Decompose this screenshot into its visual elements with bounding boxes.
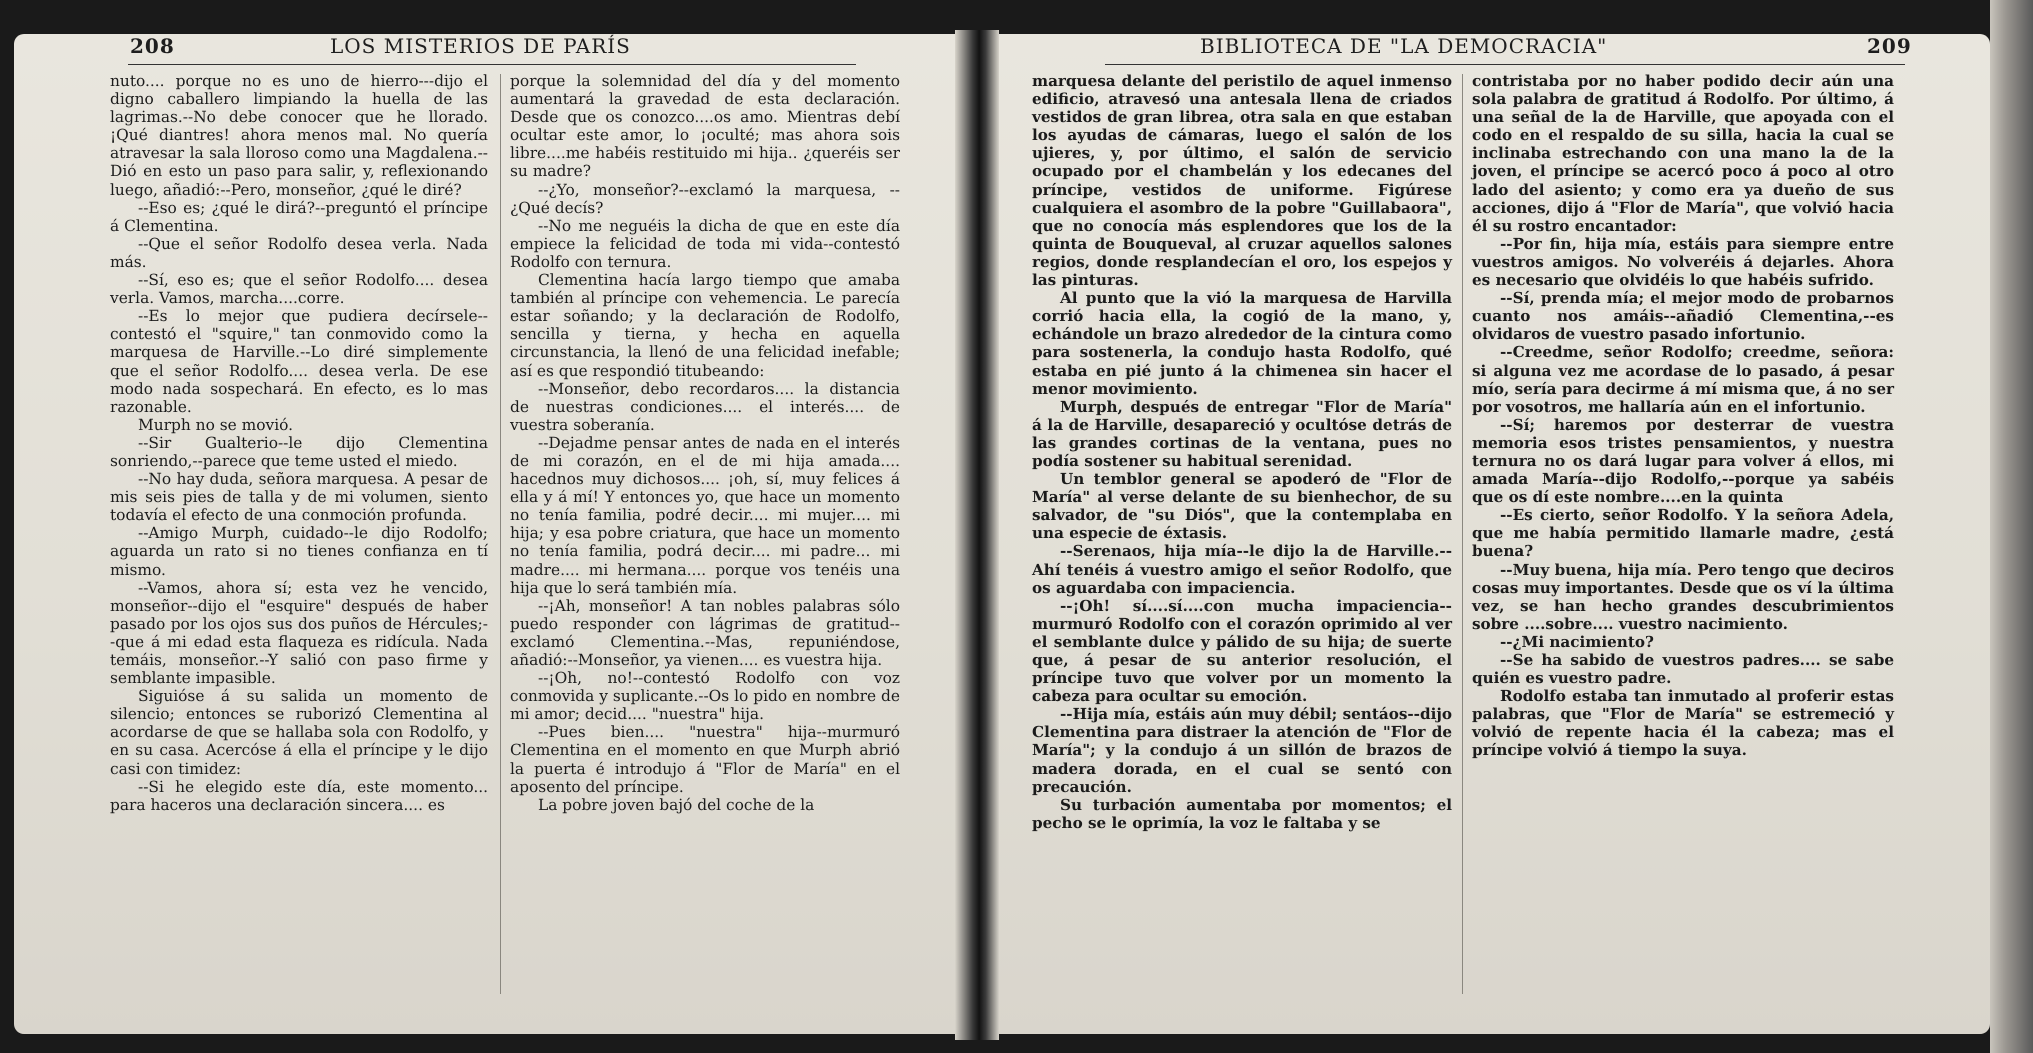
paragraph: porque la solemnidad del día y del momento aumentará la gravedad de esta declaración. Desde que os conozco....os amo. Mientras debí ocultar este amor, lo ¡oculté; mas ahora sois libre....me habéis restituido mi hija.. ¿queréis ser su madre? [510, 72, 900, 181]
paragraph: Un temblor general se apoderó de "Flor de María" al verse delante de su bienhechor, de su salvador, de "su Diós", que la contemplaba en una especie de éxtasis. [1032, 470, 1452, 543]
paragraph: contristaba por no haber podido decir aún una sola palabra de gratitud á Rodolfo. Por último, á una señal de la de Harville, que apoyada con el codo en el respaldo de su silla, hacia la cual se inclinaba estrechando con una mano la de la joven, el príncipe se acercó poco á poco al otro lado del asiento; y como era ya dueño de sus acciones, dijo á "Flor de María", que volvió hacia él su rostro encantador: [1472, 72, 1894, 235]
paragraph: --Sí, prenda mía; el mejor modo de probarnos cuanto nos amáis--añadió Clementina,--es olvidaros de vuestro pasado infortunio. [1472, 289, 1894, 344]
paragraph: marquesa delante del peristilo de aquel inmenso edificio, atravesó una antesala llena de criados vestidos de gran librea, otra sala en que estaban los ayudas de cámaras, luego el salón de los ujieres, y, por último, el salón de servicio ocupado por el chambelán y los edecanes del príncipe, vestidos de uniforme. Figúrese cualquiera el asombro de la pobre "Guillabaora", que no conocía más esplendores que los de la quinta de Bouqueval, al cruzar aquellos salones regios, donde resplandecían el oro, los espejos y las pinturas. [1032, 72, 1452, 290]
left-page-header [0, 34, 970, 60]
paragraph: --¿Mi nacimiento? [1500, 632, 1654, 651]
right-column-1 [1032, 72, 1452, 832]
paragraph: Rodolfo estaba tan inmutado al proferir estas palabras, que "Flor de María" se estremeció y volvió de repente hacia él la cabeza; mas el príncipe volvió á tiempo la suya. [1472, 687, 1894, 760]
right-column-2 [1472, 72, 1894, 760]
left-running-title: LOS MISTERIOS DE PARÍS [330, 34, 631, 58]
paragraph: --Sí, eso es; que el señor Rodolfo.... desea verla. Vamos, marcha....corre. [110, 271, 488, 308]
right-page-header [985, 34, 1990, 60]
paragraph: --Hija mía, estáis aún muy débil; sentáos--dijo Clementina para distraer la atención de "Flor de María"; y la condujo á un sillón de brazos de madera dorada, en el cual se sentó con precaución. [1032, 705, 1452, 796]
paragraph: --Serenaos, hija mía--le dijo la de Harville.--Ahí tenéis á vuestro amigo el señor Rodolfo, que os aguardaba con impaciencia. [1032, 542, 1452, 597]
page-edge [1990, 0, 2033, 1053]
paragraph: --Muy buena, hija mía. Pero tengo que deciros cosas muy importantes. Desde que os ví la última vez, se han hecho grandes descubrimientos sobre ....sobre.... vuestro nacimiento. [1472, 560, 1894, 633]
paragraph: --Se ha sabido de vuestros padres.... se sabe quién es vuestro padre. [1472, 651, 1894, 688]
paragraph: --Que el señor Rodolfo desea verla. Nada más. [110, 234, 488, 271]
paragraph: --¡Ah, monseñor! A tan nobles palabras sólo puedo responder con lágrimas de gratitud--exclamó Clementina.--Mas, repuniéndose, añadió:--Monseñor, ya vienen.... es vuestra hija. [510, 596, 900, 669]
paragraph: --Amigo Murph, cuidado--le dijo Rodolfo; aguarda un rato si no tienes confianza en tí mismo. [110, 524, 488, 579]
paragraph: --¡Oh! sí....sí....con mucha impaciencia--murmuró Rodolfo con el corazón oprimido al ver el semblante dulce y pálido de su hija; de suerte que, á pesar de su anterior resolución, el príncipe tuvo que volver por un momento la cabeza para ocultar su emoción. [1032, 596, 1452, 706]
paragraph: --Dejadme pensar antes de nada en el interés de mi corazón, en el de mi hija amada.... hacednos muy dichosos.... ¡oh, sí, muy felices á ella y á mí! Y entonces yo, que hace un momento no tenía familia, podré decir.... mi mujer.... mi hija; y esa pobre criatura, que hace un momento no tenía familia, podrá decir.... mi padre... mi madre.... mi hermana.... porque vos tenéis una hija que lo será también mía. [510, 433, 900, 597]
paragraph: Clementina hacía largo tiempo que amaba también al príncipe con vehemencia. Le parecía estar soñando; y la declaración de Rodolfo, sencilla y tierna, y hecha en aquella circunstancia, la llenó de una felicidad inefable; así es que respondió titubeando: [510, 271, 900, 380]
book-gutter [955, 30, 999, 1040]
right-header-rule [1105, 64, 1905, 65]
right-column-divider [1462, 74, 1463, 994]
right-page-number: 209 [1867, 34, 1912, 58]
paragraph: Al punto que la vió la marquesa de Harvilla corrió hacia ella, la cogió de la mano, y, echándole un brazo alrededor de la cintura como para sostenerla, la condujo hasta Rodolfo, qué estaba en pié junto á la chimenea sin hacer el menor movimiento. [1032, 289, 1452, 398]
paragraph: --Sir Gualterio--le dijo Clementina sonriendo,--parece que teme usted el miedo. [110, 433, 488, 470]
paragraph: nuto.... porque no es uno de hierro---dijo el digno caballero limpiando la huella de las lagrimas.--No debe conocer que he llorado. ¡Qué diantres! ahora menos mal. No quería atravesar la sala lloroso como una Magdalena.--Dió en esto un paso para salir, y, reflexionando luego, añadió:--Pero, monseñor, ¿qué le diré? [110, 72, 488, 199]
right-running-title: BIBLIOTECA DE "LA DEMOCRACIA" [1200, 34, 1608, 58]
paragraph: --¿Yo, monseñor?--exclamó la marquesa, --¿Qué decís? [510, 180, 900, 217]
paragraph: Siguióse á su salida un momento de silencio; entonces se ruborizó Clementina al acordarse de que se hallaba sola con Rodolfo, y en su casa. Acercóse á ella el príncipe y le dijo casi con timidez: [110, 687, 488, 778]
left-header-rule [128, 64, 856, 65]
paragraph: --Si he elegido este día, este momento... para haceros una declaración sincera.... es [110, 777, 488, 814]
paragraph: Murph no se movió. [138, 415, 294, 434]
left-page-number: 208 [130, 34, 175, 58]
paragraph: --Es lo mejor que pudiera decírsele--contestó el "squire," tan conmovido como la marquesa de Harville.--Lo diré simplemente que el señor Rodolfo.... desea verla. De ese modo nada sospechará. En efecto, es lo mas razonable. [110, 307, 488, 416]
paragraph: La pobre joven bajó del coche de la [538, 795, 815, 814]
paragraph: --¡Oh, no!--contestó Rodolfo con voz conmovida y suplicante.--Os lo pido en nombre de mi amor; decid.... "nuestra" hija. [510, 669, 900, 724]
paragraph: --Monseñor, debo recordaros.... la distancia de nuestras condiciones.... el interés.... de vuestra soberanía. [510, 379, 900, 434]
paragraph: --Vamos, ahora sí; esta vez he vencido, monseñor--dijo el "esquire" después de haber pasado por los ojos sus dos puños de Hércules;--que á mi edad esta flaqueza es ridícula. Nada temáis, monseñor.--Y salió con paso firme y semblante impasible. [110, 578, 488, 688]
left-column-2 [510, 72, 900, 814]
paragraph: Su turbación aumentaba por momentos; el pecho se le oprimía, la voz le faltaba y se [1032, 795, 1452, 832]
paragraph: --No hay duda, señora marquesa. A pesar de mis seis pies de talla y de mi volumen, siento todavía el efecto de una conmoción profunda. [110, 470, 488, 525]
paragraph: --No me neguéis la dicha de que en este día empiece la felicidad de toda mi vida--contestó Rodolfo con ternura. [510, 216, 900, 271]
paragraph: --Eso es; ¿qué le dirá?--preguntó el príncipe á Clementina. [110, 198, 488, 235]
left-column-divider [500, 74, 501, 994]
paragraph: --Creedme, señor Rodolfo; creedme, señora: si alguna vez me acordase de lo pasado, á pesar mío, sería para decirme á mí misma que, á no ser por vosotros, me hallaría aún en el infortunio. [1472, 343, 1894, 416]
paragraph: --Pues bien.... "nuestra" hija--murmuró Clementina en el momento en que Murph abrió la puerta é introdujo á "Flor de María" en el aposento del príncipe. [510, 723, 900, 796]
left-column-1 [110, 72, 488, 814]
paragraph: Murph, después de entregar "Flor de María" á la de Harville, desapareció y ocultóse detrás de las grandes cortinas de la ventana, pues no podía sostener su habitual serenidad. [1032, 397, 1452, 470]
paragraph: --Por fin, hija mía, estáis para siempre entre vuestros amigos. No volveréis á dejarles. Ahora es necesario que olvidéis lo que habéis sufrido. [1472, 234, 1894, 290]
paragraph: --Es cierto, señor Rodolfo. Y la señora Adela, que me había permitido llamarle madre, ¿está buena? [1472, 506, 1894, 561]
paragraph: --Sí; haremos por desterrar de vuestra memoria esos tristes pensamientos, y nuestra ternura no os dará lugar para volver á ellos, mi amada María--dijo Rodolfo,--porque ya sabéis que os dí este nombre....en la quinta [1472, 415, 1894, 507]
